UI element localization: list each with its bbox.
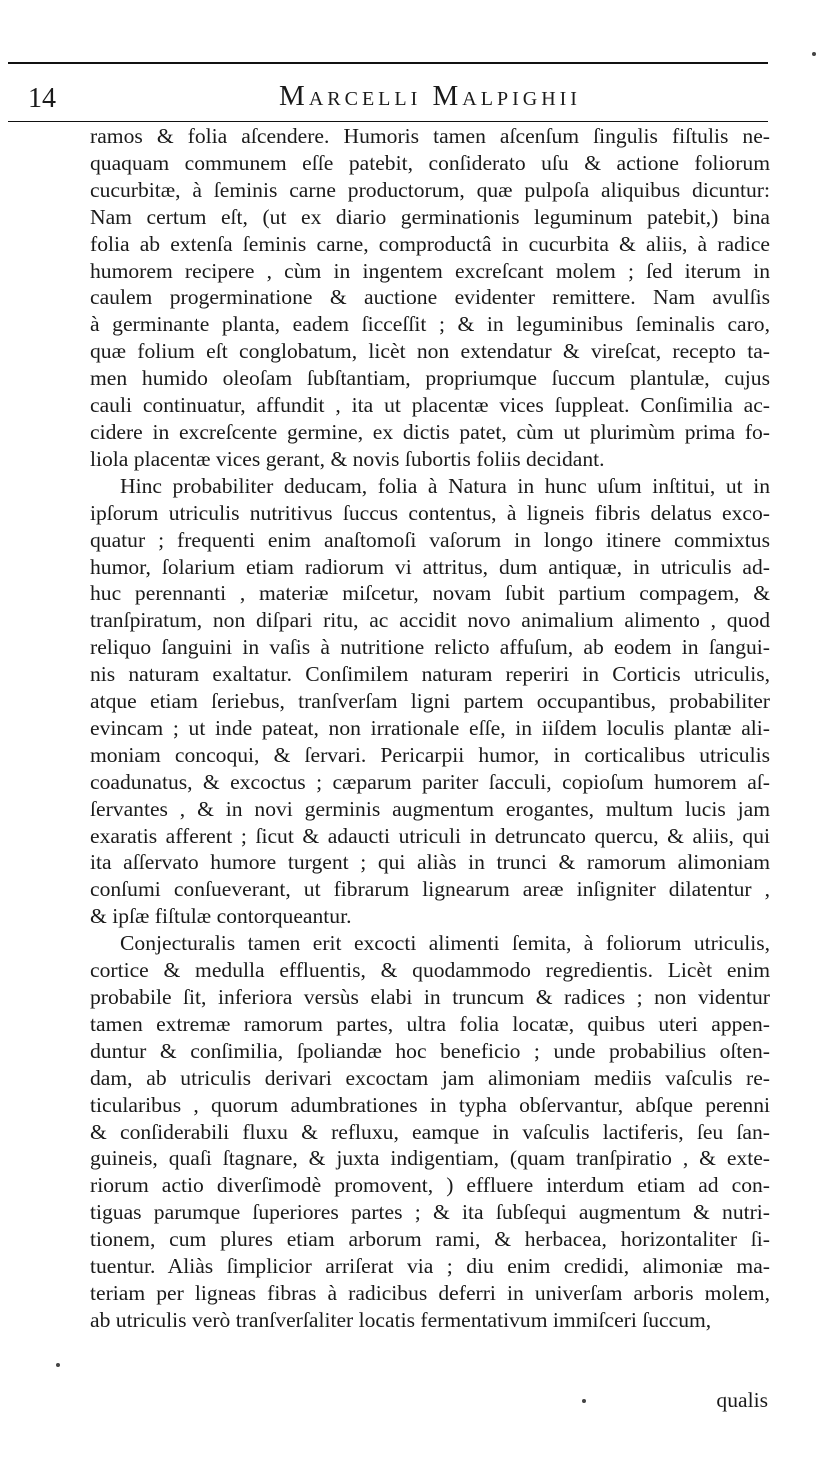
text-line: cidere in excreſcente germine, ex dictis patet, cùm ut plurimùm prima fo- <box>90 419 770 444</box>
ink-speck <box>582 1399 586 1403</box>
text-line: quatur ; frequenti enim anaſtomoſi vaſorum in longo itinere commixtus <box>90 527 770 552</box>
text-line: caulem progerminatione & auctione evidenter remittere. Nam avulſis <box>90 285 770 310</box>
text-line: dam, ab utriculis derivari excoctam jam alimoniam mediis vaſculis re- <box>90 1065 770 1090</box>
text-line: tionem, cum plures etiam arborum rami, & herbacea, horizontaliter ſi- <box>90 1227 770 1252</box>
catchword: qualis <box>716 1388 768 1412</box>
text-line: duntur & conſimilia, ſpoliandæ hoc beneficio ; unde probabilius oſten- <box>90 1038 770 1063</box>
text-line: cortice & medulla effluentis, & quodammodo regredientis. Licèt enim <box>90 958 770 983</box>
text-line: & ipſæ fiſtulæ contorqueantur. <box>90 904 352 929</box>
text-line: tranſpiratum, non diſpari ritu, ac accidit novo animalium alimento , quod <box>90 608 770 633</box>
text-line: cucurbitæ, à ſeminis carne productorum, quæ pulpoſa aliquibus dicuntur: <box>90 177 770 202</box>
text-line: quaquam communem eſſe patebit, conſiderato uſu & actione foliorum <box>90 150 770 175</box>
text-line: tamen extremæ ramorum partes, ultra folia locatæ, quibus uteri appen- <box>90 1011 770 1036</box>
body-text <box>90 123 770 1334</box>
text-line: reliquo ſanguini in vaſis à nutritione relicto affuſum, ab eodem in ſangui- <box>90 635 770 660</box>
header-rule <box>8 121 768 122</box>
paragraph <box>90 123 770 473</box>
text-line: tiguas parumque ſuperiores partes ; & ita ſubſequi augmentum & nutri- <box>90 1200 770 1225</box>
text-line: moniam concoqui, & ſervari. Pericarpii humor, in corticalibus utriculis <box>90 742 770 767</box>
text-line: atque etiam ſeriebus, tranſverſam ligni partem occupantibus, probabiliter <box>90 689 770 714</box>
text-line: Hinc probabiliter deducam, folia à Natura in hunc uſum inſtitui, ut in <box>120 473 770 498</box>
text-line: men humido oleoſam ſubſtantiam, propriumque ſuccum plantulæ, cujus <box>90 366 770 391</box>
text-line: probabile ſit, inferiora versùs elabi in truncum & radices ; non videntur <box>90 985 770 1009</box>
text-line: humorem recipere , cùm in ingentem excreſcant molem ; ſed iterum in <box>90 258 770 283</box>
paragraph <box>90 930 770 1334</box>
text-line: evincam ; ut inde pateat, non irrationale eſſe, in iiſdem loculis plantæ ali- <box>90 715 770 740</box>
top-rule <box>8 62 768 64</box>
text-line: ita aſſervato humore turgent ; qui aliàs in trunci & ramorum alimoniam <box>90 850 770 875</box>
text-line: ipſorum utriculis nutritivus ſuccus contentus, à ligneis fibris delatus exco- <box>90 500 770 525</box>
text-line: guineis, quaſi ſtagnare, & juxta indigentiam, (quam tranſpiratio , & exte- <box>90 1146 770 1171</box>
text-line: folia ab extenſa ſeminis carne, comproductâ in cucurbita & aliis, à radice <box>90 231 770 256</box>
text-line: cauli continuatur, affundit , ita ut placentæ vices ſuppleat. Conſimilia ac- <box>90 393 770 418</box>
text-line: tuentur. Aliàs ſimplicior arriſerat via ; diu enim credidi, alimoniæ ma- <box>90 1254 770 1279</box>
text-line: ſervantes , & in novi germinis augmentum erogantes, multum lucis jam <box>90 796 770 821</box>
text-line: teriam per ligneas fibras à radicibus deferri in univerſam arboris molem, <box>90 1280 770 1305</box>
text-line: liola placentæ vices gerant, & novis ſubortis foliis decidant. <box>90 446 605 471</box>
text-line: riorum actio diverſimodè promovent, ) effluere interdum etiam ad con- <box>90 1173 770 1198</box>
text-line: Nam certum eſt, (ut ex diario germinationis leguminum patebit,) bina <box>90 204 770 229</box>
text-line: & conſiderabili fluxu & refluxu, eamque in vaſculis lactiferis, ſeu ſan- <box>90 1119 770 1144</box>
ink-speck <box>56 1363 60 1367</box>
text-line: humor, ſolarium etiam radiorum vi attritus, dum antiquæ, in utriculis ad- <box>90 554 770 579</box>
text-line: conſumi conſueverant, ut fibrarum lignearum areæ inſigniter dilatentur , <box>90 877 770 902</box>
page-header <box>20 72 760 112</box>
running-head: Marcelli Malpighii <box>279 80 581 112</box>
text-line: nis naturam exaltatur. Conſimilem naturam reperiri in Corticis utriculis, <box>90 662 770 687</box>
text-line: exaratis afferent ; ſicut & adaucti utriculi in detruncato quercu, & aliis, qui <box>90 823 770 848</box>
text-line: Conjecturalis tamen erit excocti alimenti ſemita, à foliorum utriculis, <box>120 931 770 956</box>
ink-speck <box>812 52 816 56</box>
page-number: 14 <box>28 83 56 114</box>
text-line: ab utriculis verò tranſverſaliter locatis fermentativum immiſceri ſuccum, <box>90 1307 712 1332</box>
text-line: coadunatus, & excoctus ; cæparum pariter ſacculi, copioſum humorem aſ- <box>90 769 770 794</box>
paragraph <box>90 473 770 930</box>
text-line: huc perennanti , materiæ miſcetur, novam ſubit partium compagem, & <box>90 581 770 606</box>
text-line: quæ folium eſt conglobatum, licèt non extendatur & vireſcat, recepto ta- <box>90 339 770 364</box>
text-line: à germinante planta, eadem ſicceſſit ; & in leguminibus ſeminalis caro, <box>90 312 770 337</box>
text-line: ramos & folia aſcendere. Humoris tamen aſcenſum ſingulis fiſtulis ne- <box>90 124 770 148</box>
text-line: ticularibus , quorum adumbrationes in typha obſervantur, abſque perenni <box>90 1092 770 1117</box>
